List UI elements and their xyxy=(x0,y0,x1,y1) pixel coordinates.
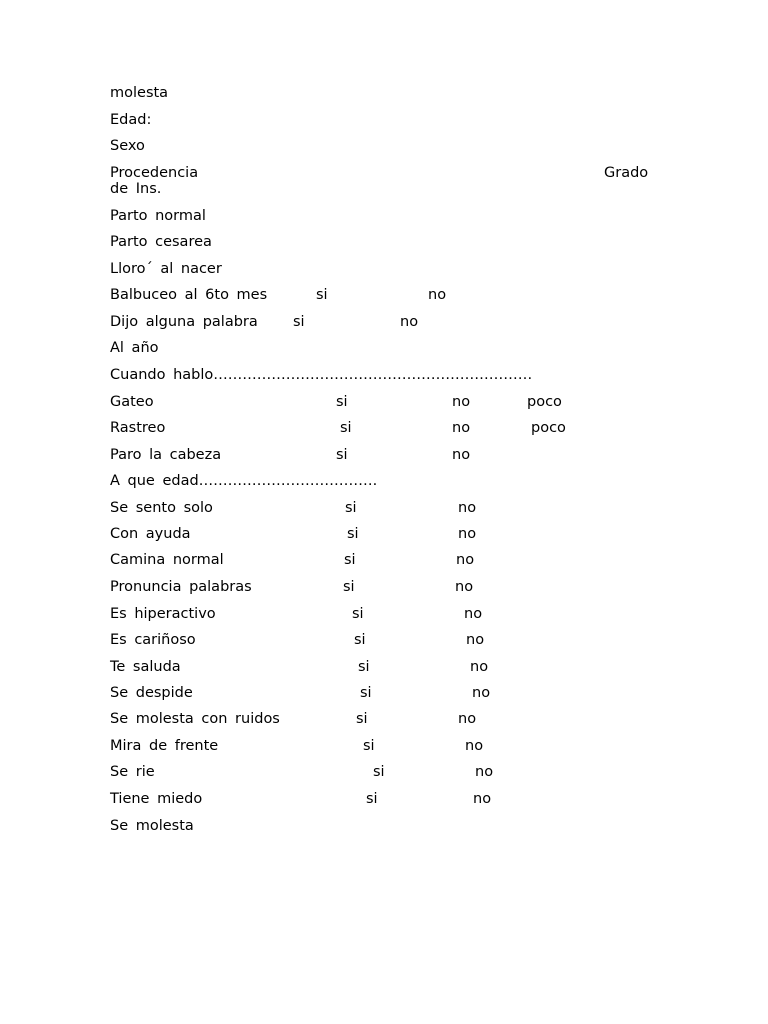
option-si: si xyxy=(293,314,305,330)
option-si: si xyxy=(356,711,368,727)
option-no: no xyxy=(475,764,494,780)
option-si: si xyxy=(345,500,357,516)
option-si: si xyxy=(344,552,356,568)
option-no: no xyxy=(458,711,477,727)
line-a-que-edad: A que edad………………………………. xyxy=(110,473,378,489)
option-si: si xyxy=(316,287,328,303)
option-no: no xyxy=(456,552,475,568)
option-no: no xyxy=(455,579,474,595)
line-paro-cabeza: Paro la cabeza xyxy=(110,447,222,463)
option-no: no xyxy=(472,685,491,701)
option-si: si xyxy=(336,447,348,463)
option-si: si xyxy=(347,526,359,542)
option-si: si xyxy=(343,579,355,595)
option-poco: poco xyxy=(531,420,566,436)
line-tiene-miedo: Tiene miedo xyxy=(110,791,203,807)
option-no: no xyxy=(470,659,489,675)
line-lloro: Lloro´ al nacer xyxy=(110,261,222,277)
option-no: no xyxy=(428,287,447,303)
line-pronuncia-palabras: Pronuncia palabras xyxy=(110,579,252,595)
line-grado: Grado xyxy=(604,165,649,181)
line-parto-cesarea: Parto cesarea xyxy=(110,234,212,250)
option-no: no xyxy=(466,632,485,648)
option-si: si xyxy=(363,738,375,754)
line-parto-normal: Parto normal xyxy=(110,208,206,224)
option-si: si xyxy=(358,659,370,675)
option-si: si xyxy=(340,420,352,436)
line-es-hiperactivo: Es hiperactivo xyxy=(110,606,216,622)
line-es-carinoso: Es cariñoso xyxy=(110,632,196,648)
line-con-ayuda: Con ayuda xyxy=(110,526,191,542)
line-sexo: Sexo xyxy=(110,138,145,154)
option-si: si xyxy=(366,791,378,807)
option-no: no xyxy=(464,606,483,622)
option-no: no xyxy=(473,791,492,807)
line-edad: Edad: xyxy=(110,112,152,128)
option-si: si xyxy=(336,394,348,410)
line-se-despide: Se despide xyxy=(110,685,193,701)
line-molesta: molesta xyxy=(110,85,169,101)
option-no: no xyxy=(400,314,419,330)
line-se-rie: Se rie xyxy=(110,764,155,780)
line-mira-frente: Mira de frente xyxy=(110,738,219,754)
option-poco: poco xyxy=(527,394,562,410)
option-no: no xyxy=(452,394,471,410)
option-no: no xyxy=(458,526,477,542)
option-no: no xyxy=(452,420,471,436)
line-camina-normal: Camina normal xyxy=(110,552,224,568)
option-si: si xyxy=(354,632,366,648)
line-se-sento-solo: Se sento solo xyxy=(110,500,213,516)
line-te-saluda: Te saluda xyxy=(110,659,181,675)
line-gateo: Gateo xyxy=(110,394,154,410)
option-si: si xyxy=(360,685,372,701)
line-se-molesta-ruidos: Se molesta con ruidos xyxy=(110,711,280,727)
option-si: si xyxy=(352,606,364,622)
line-dijo-palabra: Dijo alguna palabra xyxy=(110,314,258,330)
line-procedencia: Procedencia xyxy=(110,165,199,181)
line-se-molesta: Se molesta xyxy=(110,818,194,834)
option-no: no xyxy=(452,447,471,463)
line-al-anio: Al año xyxy=(110,340,159,356)
line-rastreo: Rastreo xyxy=(110,420,166,436)
line-balbuceo: Balbuceo al 6to mes xyxy=(110,287,268,303)
option-si: si xyxy=(373,764,385,780)
option-no: no xyxy=(465,738,484,754)
line-de-ins: de Ins. xyxy=(110,181,162,197)
line-cuando-hablo: Cuando hablo………………………………………………………… xyxy=(110,367,533,383)
option-no: no xyxy=(458,500,477,516)
